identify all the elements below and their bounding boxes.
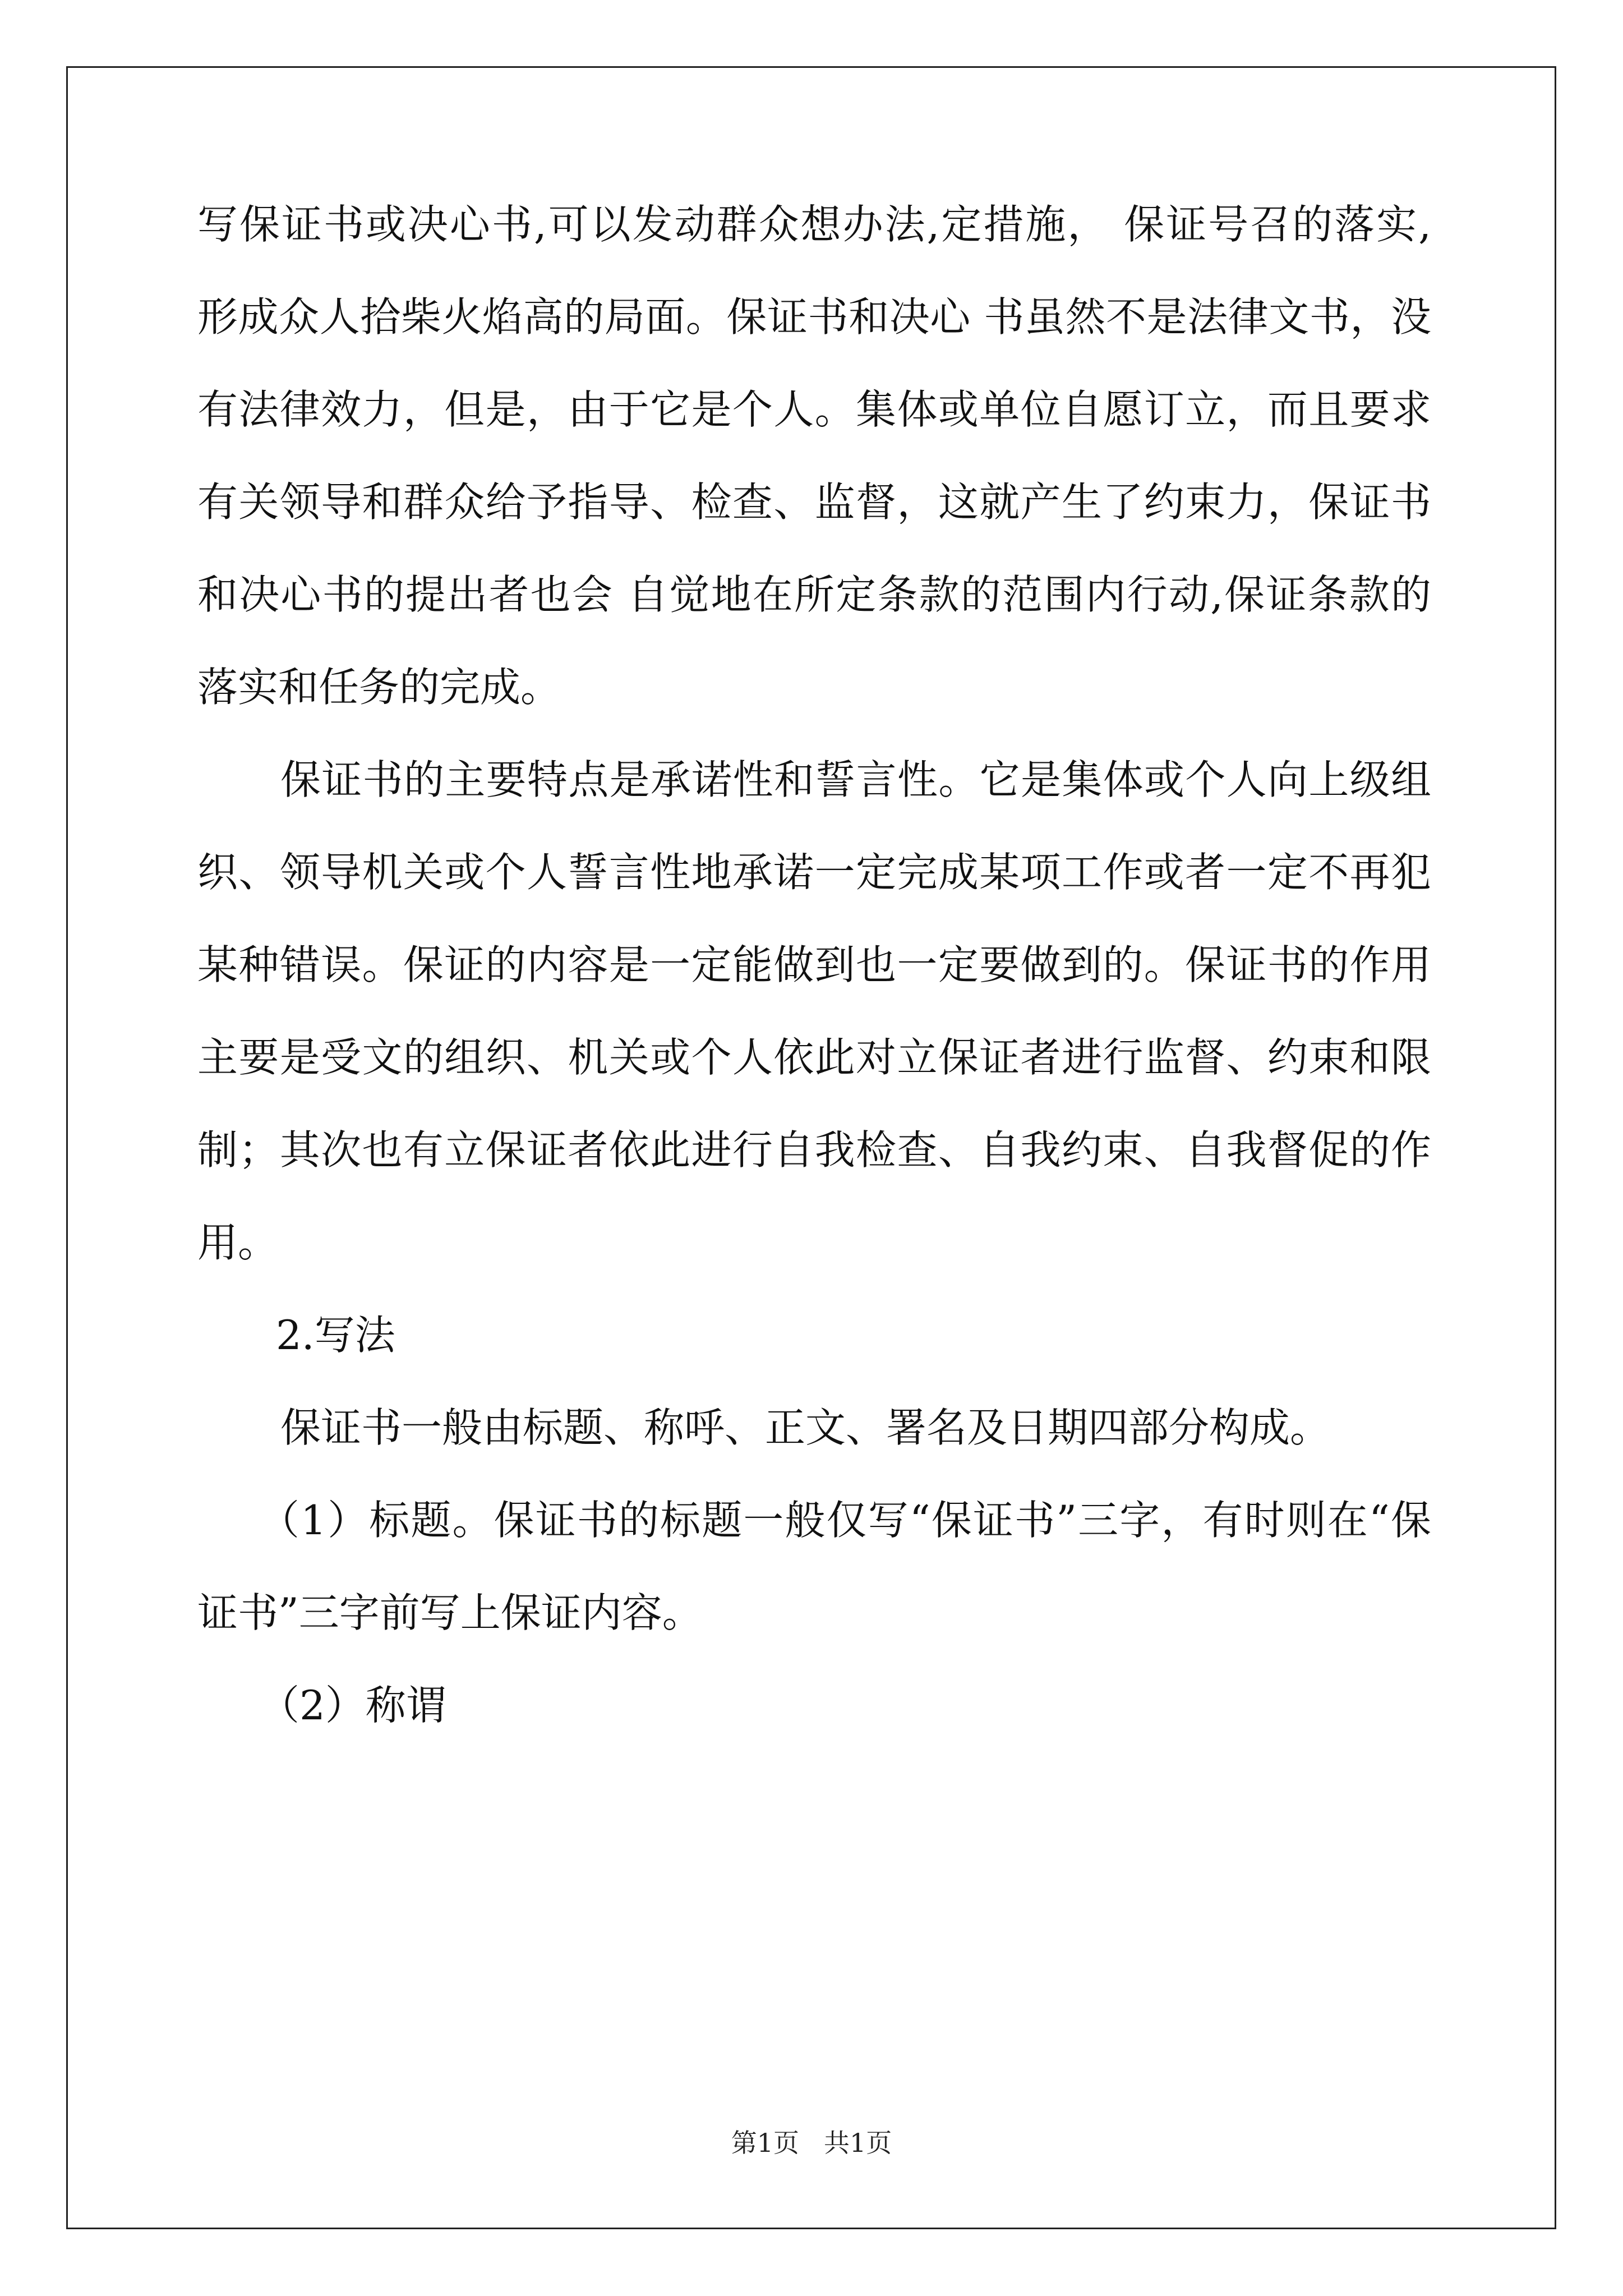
paragraph-first-line: 保证书的主要特点是承诺性和誓言性。它是集体或个人向上级组 xyxy=(280,756,1431,803)
text-line: 落实和任务的完成。 xyxy=(197,664,561,711)
text-line: 有法律效力，但是，由于它是个人。集体或单位自愿订立，而且要求 xyxy=(197,386,1431,433)
text-line: 证书”三字前写上保证内容。 xyxy=(197,1589,703,1636)
page-number: 第1页 xyxy=(731,2128,800,2158)
page-total: 共1页 xyxy=(823,2128,892,2158)
text-line: 形成众人拾柴火焰高的局面。保证书和决心 书虽然不是法律文书，没 xyxy=(197,293,1431,341)
text-line: 织、领导机关或个人誓言性地承诺一定完成某项工作或者一定不再犯 xyxy=(197,849,1431,896)
section-heading: 2.写法 xyxy=(276,1312,395,1359)
text-line: 有关领导和群众给予指导、检查、监督，这就产生了约束力，保证书 xyxy=(197,478,1431,526)
subsection-title-line: （1）标题。保证书的标题一般仅写“保证书”三字，有时则在“保 xyxy=(259,1497,1431,1544)
text-line: 制；其次也有立保证者依此进行自我检查、自我约束、自我督促的作 xyxy=(197,1126,1431,1174)
page-footer xyxy=(0,2126,1623,2160)
text-line: 主要是受文的组织、机关或个人依此对立保证者进行监督、约束和限 xyxy=(197,1034,1431,1081)
text-line: 某种错误。保证的内容是一定能做到也一定要做到的。保证书的作用 xyxy=(197,941,1431,988)
subsection-title-line: （2）称谓 xyxy=(259,1682,446,1729)
text-line: 用。 xyxy=(197,1219,279,1266)
text-line: 写保证书或决心书,可以发动群众想办法,定措施， 保证号召的落实, xyxy=(197,201,1431,248)
paragraph-first-line: 保证书一般由标题、称呼、正文、署名及日期四部分构成。 xyxy=(280,1404,1331,1451)
text-line: 和决心书的提出者也会 自觉地在所定条款的范围内行动,保证条款的 xyxy=(197,571,1431,618)
